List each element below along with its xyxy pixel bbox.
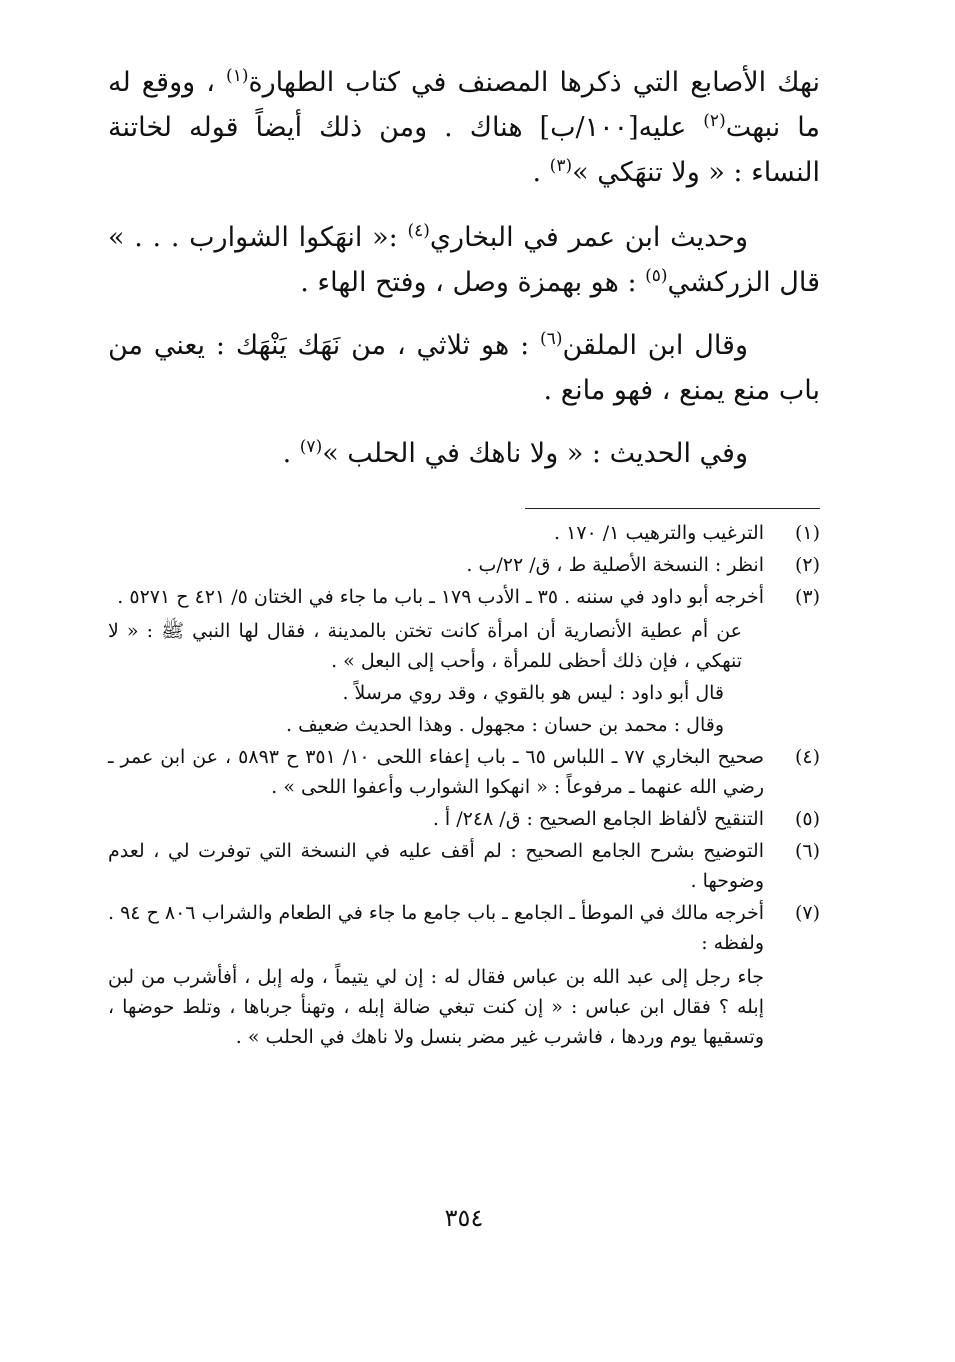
footnotes bbox=[108, 518, 820, 1052]
footnote-ref-4[interactable]: (٤) bbox=[407, 221, 430, 241]
text-run: : هو ثلاثي ، من نَهَك يَنْهَك : يعني من باب منع يمنع ، فهو مانع . bbox=[108, 330, 820, 406]
text-run: عليه[١٠٠/ب] هناك . ومن ذلك أيضاً قوله لخاتنة النساء : « ولا تنهَكي » bbox=[108, 112, 820, 188]
text-run: نهك الأصابع التي ذكرها المصنف في كتاب الطهارة bbox=[248, 67, 820, 98]
footnote-number: (٧) bbox=[794, 902, 820, 924]
footnote-6 bbox=[108, 836, 820, 896]
text-run: وفي الحديث : « ولا ناهك في الحلب » bbox=[322, 438, 748, 469]
footnote-number: (٣) bbox=[794, 586, 820, 608]
text-run: ، ووقع له ما نبهت bbox=[108, 67, 820, 143]
footnote-separator bbox=[525, 508, 820, 509]
footnote-1 bbox=[108, 518, 820, 548]
footnote-5 bbox=[108, 804, 820, 834]
text-run: . bbox=[532, 157, 550, 188]
footnote-text: أخرجه مالك في الموطأ ـ الجامع ـ باب جامع ما جاء في الطعام والشراب ٨٠٦ ح ٩٤ . ولفظه : bbox=[108, 902, 765, 954]
footnote-number: (٥) bbox=[794, 808, 820, 830]
footnote-text: التنقيح لألفاظ الجامع الصحيح : ق/ ٢٤٨/ أ . bbox=[432, 808, 764, 830]
footnote-2 bbox=[108, 550, 820, 580]
quote-line: عن أم عطية الأنصارية أن امرأة كانت تختن بالمدينة ، فقال لها النبي ﷺ : « لا تنهكي ، فإن ذلك أحظى للمرأة ، وأحب إلى البعل » . bbox=[108, 620, 742, 672]
footnote-text: أخرجه أبو داود في سننه . ٣٥ ـ الأدب ١٧٩ ـ باب ما جاء في الختان ٥/ ٤٢١ ح ٥٢٧١ . bbox=[117, 586, 764, 608]
text-run: . bbox=[282, 438, 300, 469]
footnote-ref-3[interactable]: (٣) bbox=[549, 156, 573, 176]
quote-line: قال أبو داود : ليس هو بالقوي ، وقد روي مرسلاً . bbox=[342, 682, 724, 704]
footnote-text: الترغيب والترهيب ١/ ١٧٠ . bbox=[554, 522, 764, 544]
footnote-number: (٤) bbox=[794, 746, 820, 768]
footnote-ref-2[interactable]: (٢) bbox=[703, 111, 726, 131]
text-run: : هو بهمزة وصل ، وفتح الهاء . bbox=[300, 267, 646, 298]
page-number: ٣٥٤ bbox=[444, 1204, 484, 1232]
footnote-number: (٢) bbox=[794, 554, 820, 576]
footnote-text: صحيح البخاري ٧٧ ـ اللباس ٦٥ ـ باب إعفاء اللحى ١٠/ ٣٥١ ح ٥٨٩٣ ، عن ابن عمر ـ رضي الله عنهما ـ مرفوعاً : « انهكوا الشوارب وأعفوا اللحى » . bbox=[108, 746, 764, 798]
paragraph-1 bbox=[108, 60, 820, 195]
footnote-text: انظر : النسخة الأصلية ط ، ق/ ٢٢/ب . bbox=[466, 554, 764, 576]
paragraph-3 bbox=[108, 323, 820, 413]
paragraph-4 bbox=[108, 431, 820, 476]
quote-line: جاء رجل إلى عبد الله بن عباس فقال له : إن لي يتيماً ، وله إبل ، أفأشرب من لبن إبله ؟ فقال ابن عباس : « إن كنت تبغي ضالة إبله ، وتهنأ جرباها ، وتلط حوضها ، وتسقيها يوم وردها ، فاشرب غير مضر بنسل ولا ناهك في الحلب » . bbox=[108, 966, 764, 1048]
footnote-7-quote bbox=[108, 962, 820, 1052]
footnote-number: (١) bbox=[794, 522, 820, 544]
text-run: :« انهَكوا الشوارب . . . » قال الزركشي bbox=[108, 222, 820, 298]
book-page bbox=[108, 60, 820, 1320]
text-run: وقال ابن الملقن bbox=[562, 330, 748, 361]
footnote-7 bbox=[108, 898, 820, 958]
footnote-ref-7[interactable]: (٧) bbox=[299, 437, 323, 457]
footnote-number: (٦) bbox=[794, 840, 820, 862]
quote-line: وقال : محمد بن حسان : مجهول . وهذا الحديث ضعيف . bbox=[286, 714, 724, 736]
footnote-text: التوضيح بشرح الجامع الصحيح : لم أقف عليه في النسخة التي توفرت لي ، لعدم وضوحها . bbox=[108, 840, 764, 892]
footnote-ref-5[interactable]: (٥) bbox=[645, 266, 668, 286]
paragraph-2 bbox=[108, 215, 820, 305]
footnote-3-quote bbox=[108, 616, 820, 740]
footnote-4 bbox=[108, 742, 820, 802]
footnote-ref-1[interactable]: (١) bbox=[226, 66, 249, 86]
text-run: وحديث ابن عمر في البخاري bbox=[429, 222, 748, 253]
footnote-3 bbox=[108, 582, 820, 612]
main-text bbox=[108, 60, 820, 476]
footnote-ref-6[interactable]: (٦) bbox=[540, 329, 563, 349]
